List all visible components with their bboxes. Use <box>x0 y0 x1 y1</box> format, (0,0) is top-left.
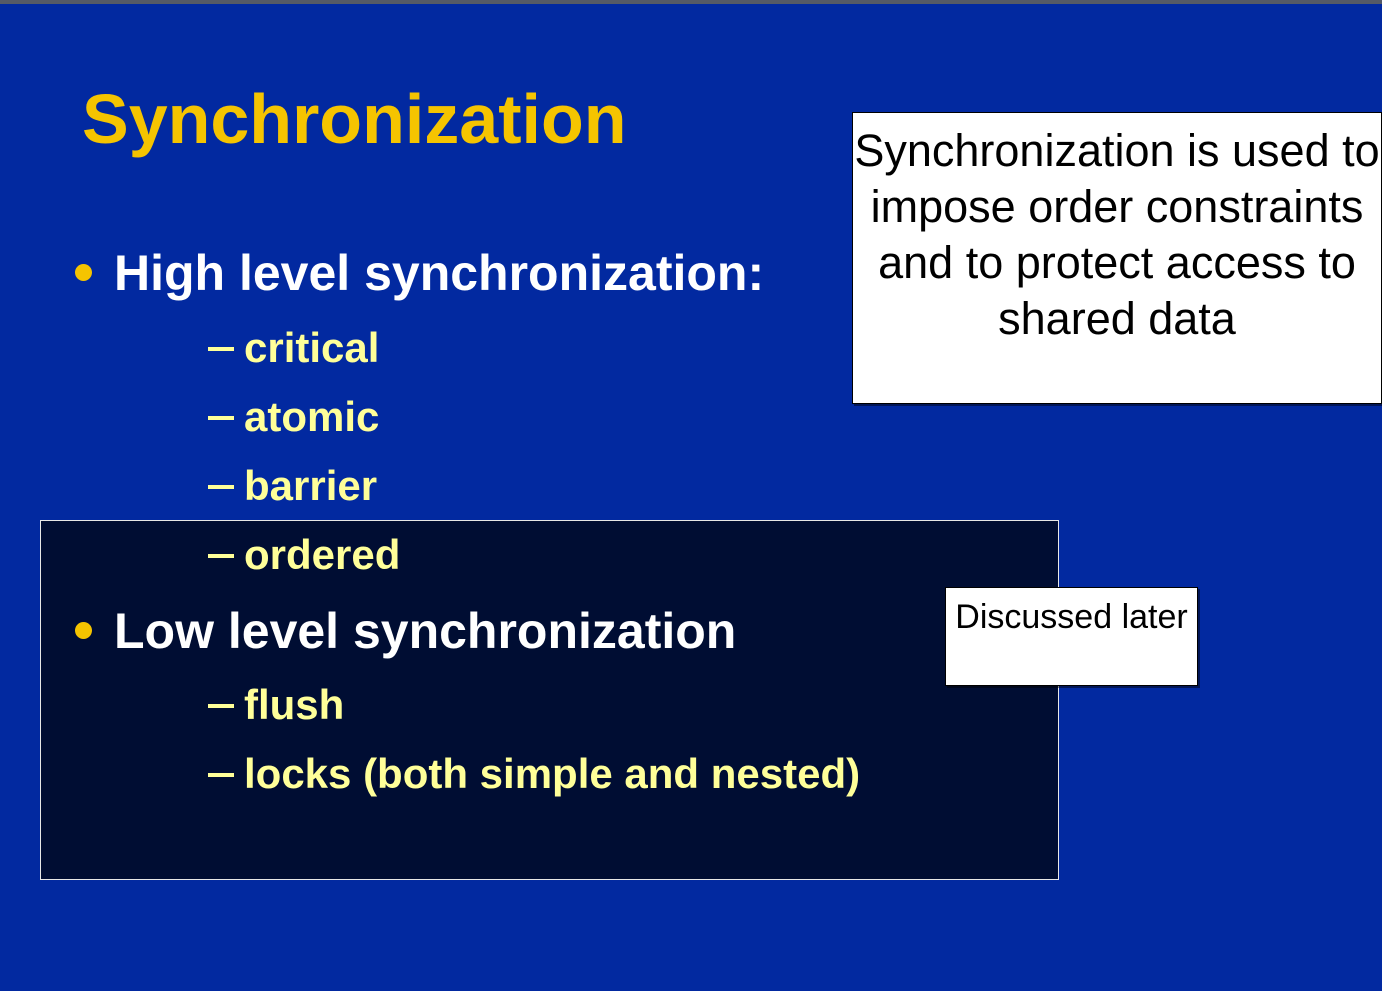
list-item-label: flush <box>244 681 345 728</box>
list-item-label: barrier <box>244 462 378 509</box>
list-item-label: locks (both simple and nested) <box>244 750 861 797</box>
list-item-ordered <box>208 531 401 578</box>
list-item-flush <box>208 681 345 728</box>
dash-icon <box>208 554 234 558</box>
slide-title: Synchronization <box>82 80 627 158</box>
dash-icon <box>208 416 234 420</box>
dash-icon <box>208 704 234 708</box>
bullet-low-level <box>75 603 737 659</box>
list-item-atomic <box>208 393 380 440</box>
bullet-dot-icon <box>75 264 92 281</box>
bullet-high-level <box>75 245 765 301</box>
top-border <box>0 0 1382 4</box>
bullet-dot-icon <box>75 622 92 639</box>
dash-icon <box>208 773 234 777</box>
list-item-critical <box>208 324 380 371</box>
bullet-label: Low level synchronization <box>114 603 737 659</box>
list-item-barrier <box>208 462 378 509</box>
bullet-label: High level synchronization: <box>114 245 765 301</box>
definition-callout: Synchronization is used to impose order constraints and to protect access to shared data <box>852 112 1382 404</box>
list-item-label: critical <box>244 324 380 371</box>
list-item-locks <box>208 750 861 797</box>
dash-icon <box>208 347 234 351</box>
list-item-label: atomic <box>244 393 380 440</box>
dash-icon <box>208 485 234 489</box>
highlight-box <box>40 520 1059 880</box>
list-item-label: ordered <box>244 531 401 578</box>
discussed-later-callout: Discussed later <box>945 587 1198 686</box>
